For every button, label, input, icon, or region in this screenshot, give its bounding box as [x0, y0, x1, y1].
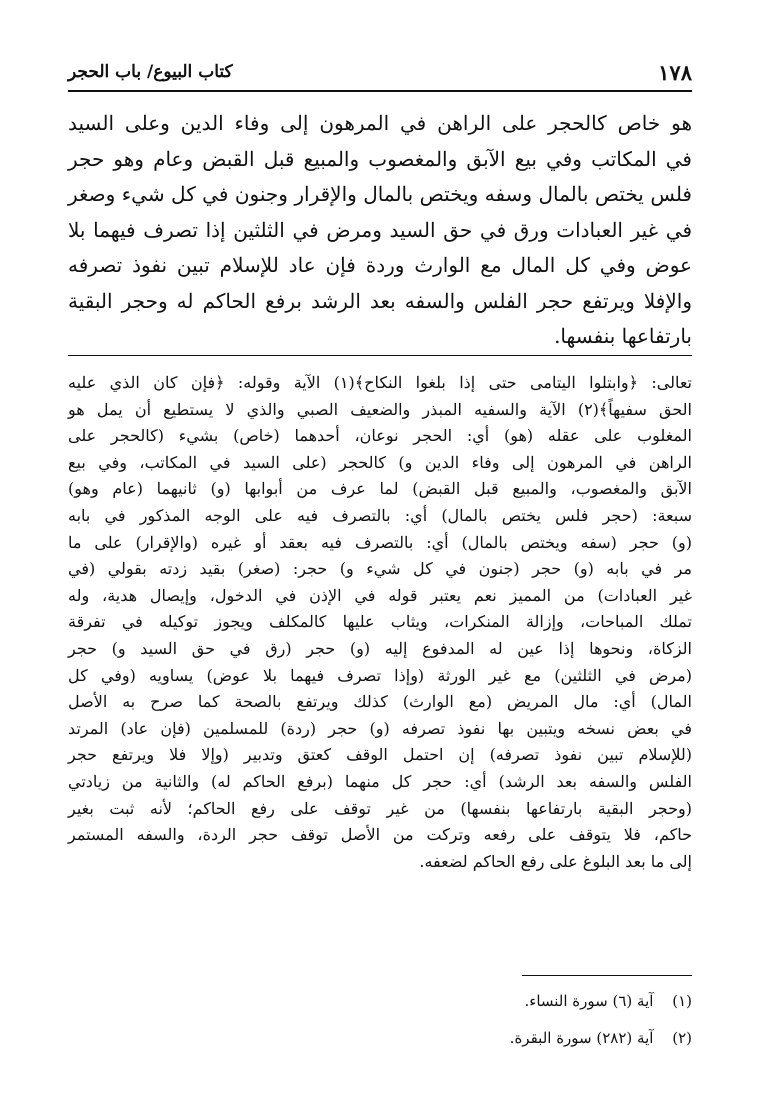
commentary-line: (وحجر البقية بارتفاعها بنفسها) من غير توقف على رفع الحاكم؛ لأنه ثبت بغير: [68, 798, 692, 818]
footnote-text: آية (٦) سورة النساء.: [524, 992, 654, 1010]
page-number: ١٧٨: [658, 60, 692, 85]
main-text-line: عوض وفي كل المال مع الوارث وردة فإن عاد للإسلام تبين نفوذ تصرفه: [68, 253, 692, 277]
main-text-line: في المكاتب وفي بيع الآبق والمغصوب والمبيع قبل القبض وعام وهو حجر: [68, 146, 692, 171]
page-header: [68, 58, 692, 88]
commentary-line: حاكم، فلا يتوقف على رفعه وتركت من الأصل توقف حجر الردة، والسفه المستمر: [68, 825, 692, 845]
commentary-line: (و) حجر (سفه ويختص بالمال) أي: بالتصرف فيه بعقد أو غيره (والإقرار) على ما: [68, 532, 692, 552]
footnote: [68, 990, 692, 1012]
commentary-line: الزكاة، ونحوها إذا عين له المدفوع إليه (و) حجر (رق في حق السيد و) حجر: [68, 638, 692, 658]
main-text-line: بارتفاعها بنفسها.: [554, 324, 692, 348]
commentary-line: (للإسلام تبين نفوذ تصرفه) إن احتمل الوقف كعتق وتدبير (وإلا فلا ويرتفع حجر: [68, 745, 692, 765]
header-rule: [68, 90, 692, 92]
footnote-number: (١): [672, 992, 692, 1010]
main-text-line: هو خاص كالحجر على الراهن في المرهون إلى وفاء الدين وعلى السيد: [68, 111, 692, 135]
commentary-line: في بعض نسخه ويتبين بها نفوذ تصرفه (و) حجر (ردة) للمسلمين (فإن عاد) المرتد: [68, 718, 692, 738]
commentary-line: الراهن في المرهون إلى وفاء الدين و) كالحجر (على السيد في المكاتب، وفي بيع: [68, 452, 692, 472]
main-text-block: [68, 106, 692, 355]
commentary-line: تعالى: ﴿وابتلوا اليتامى حتى إذا بلغوا النكاح﴾(١) الآية وقوله: ﴿فإن كان الذي عليه: [68, 373, 693, 392]
main-text-line: والإفلا ويرتفع حجر الفلس والسفه بعد الرشد برفع الحاكم له وحجر البقية: [68, 288, 692, 313]
running-title: كتاب البيوع/ باب الحجر: [68, 62, 233, 82]
commentary-line: إلى ما بعد البلوغ على رفع الحاكم لضعفه.: [419, 851, 692, 871]
commentary-line: غير العبادات) من المميز نعم يعتبر قوله في الإذن في الدخول، وإيصال هدية، وله: [68, 585, 692, 605]
commentary-line: الآبق والمغصوب، والمبيع قبل القبض) لما عرف من أبوابها (و) ثانيهما (عام وهو): [68, 479, 692, 499]
commentary-line: الفلس والسفه بعد الرشد) أي: حجر كل منهما (برفع الحاكم له) والثانية من زيادتي: [68, 771, 692, 791]
footnote-number: (٢): [672, 1029, 692, 1047]
commentary-line: مر في بابه (و) حجر (جنون في كل شيء و) حجر: (صغر) بقيد زدته بقولي (في: [68, 559, 692, 579]
commentary-line: تملك المباحات، وإزالة المنكرات، ويثاب عليها كالمكلف ويجوز توكيله في تفرقة: [68, 612, 692, 632]
commentary-line: المال) أي: مال المريض (مع الوارث) كذلك ويرتفع بالصحة كما صرح به الأصل: [68, 692, 692, 712]
footnotes: [68, 990, 692, 1064]
commentary-block: [68, 370, 692, 875]
commentary-line: سبعة: (حجر فلس يختص بالمال) أي: بالتصرف فيه على الوجه المذكور في بابه: [68, 505, 692, 525]
section-divider: [68, 355, 692, 356]
commentary-line: (مرض في الثلثين) مع غير الورثة (وإذا تصرف فيهما بلا عوض) يساويه (وفي كل: [68, 665, 692, 685]
footnote-text: آية (٢٨٢) سورة البقرة.: [509, 1029, 654, 1047]
main-text-line: في غير العبادات ورق في حق السيد ومرض في الثلثين إذا تصرف فيهما بلا: [68, 217, 692, 242]
footnote: [68, 1027, 692, 1049]
footnote-rule: [522, 975, 692, 976]
main-text-line: فلس يختص بالمال وسفه ويختص بالمال والإقرار وجنون في كل شيء وصغر: [68, 182, 692, 206]
commentary-line: الحق سفيهاً﴾(٢) الآية والسفيه المبذر والضعيف الصبي والذي لا يستطيع أن يمل هو: [68, 399, 692, 419]
commentary-line: المغلوب على عقله (هو) أي: الحجر نوعان، أحدهما (خاص) بشيء (كالحجر على: [68, 426, 692, 446]
